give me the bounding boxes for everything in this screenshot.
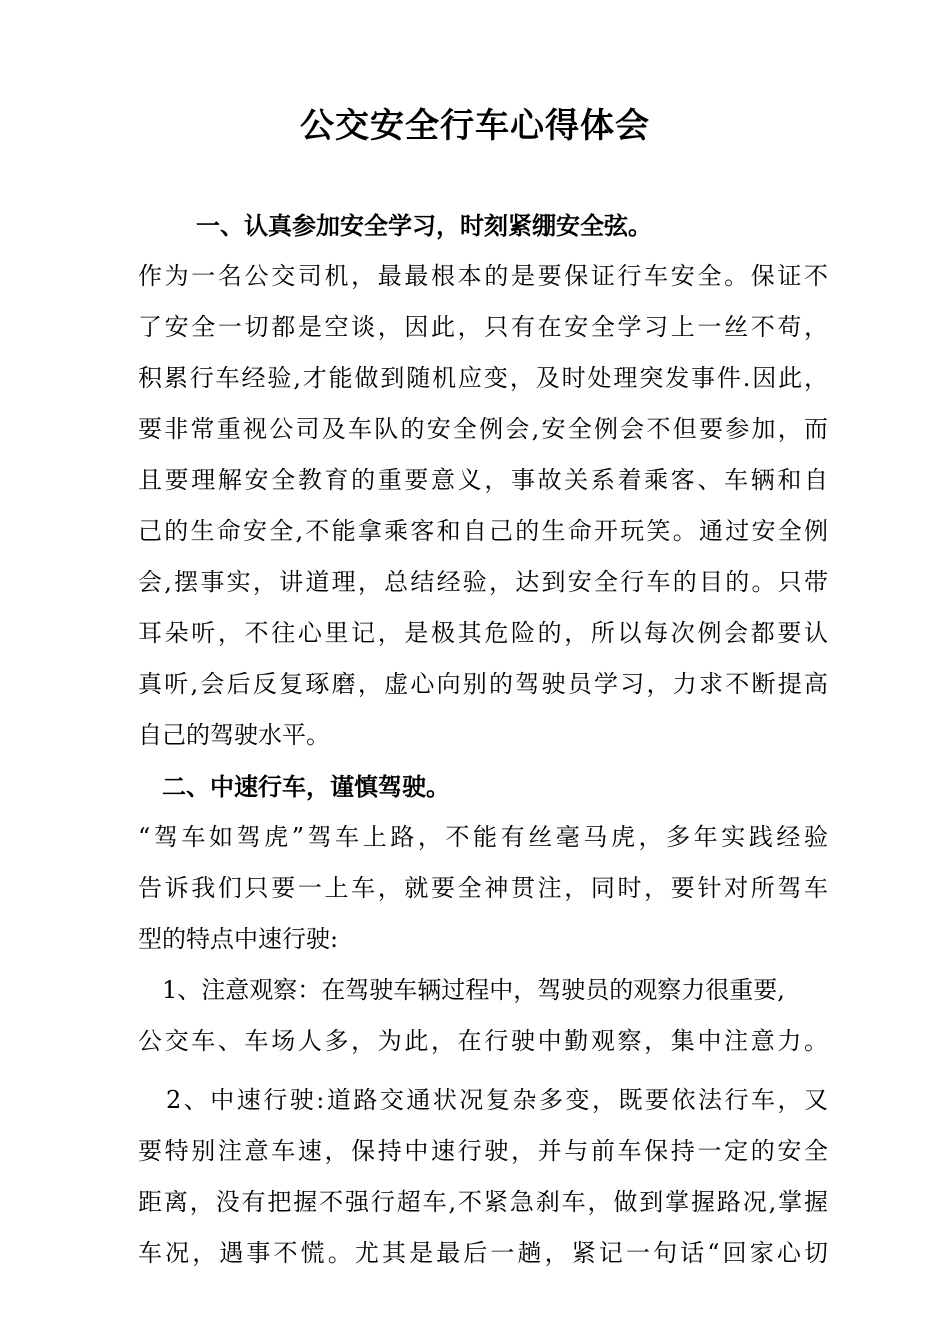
paragraph-gap xyxy=(138,1067,828,1075)
paragraph-line: 且要理解安全教育的重要意义，事故关系着乘客、车辆和自 xyxy=(138,466,828,494)
document-body xyxy=(138,200,828,1279)
list-item-2-line: 2、中速行驶:道路交通状况复杂多变，既要依法行车，又 xyxy=(166,1086,828,1114)
paragraph-line: 耳朵听，不往心里记，是极其危险的，所以每次例会都要认 xyxy=(138,619,828,647)
paragraph-line: 会,摆事实，讲道理，总结经验，达到安全行车的目的。只带 xyxy=(138,568,828,596)
document-title: 公交安全行车心得体会 xyxy=(300,106,650,146)
list-item-1-line: 1、注意观察：在驾驶车辆过程中，驾驶员的观察力很重要, xyxy=(162,976,785,1004)
paragraph-line: “驾车如驾虎”驾车上路，不能有丝毫马虎，多年实践经验 xyxy=(138,823,828,851)
paragraph-line: 了安全一切都是空谈，因此，只有在安全学习上一丝不苟， xyxy=(138,313,828,341)
paragraph-line: 自己的驾驶水平。 xyxy=(138,721,330,749)
list-item-2-line: 车况，遇事不慌。尤其是最后一趟，紧记一句话“回家心切 xyxy=(138,1239,828,1267)
paragraph-line: 告诉我们只要一上车，就要全神贯注，同时，要针对所驾车 xyxy=(138,874,828,902)
paragraph-line: 积累行车经验,才能做到随机应变，及时处理突发事件.因此， xyxy=(138,364,828,392)
section-heading-2: 二、中速行车，谨慎驾驶。 xyxy=(162,772,450,801)
paragraph-line: 要非常重视公司及车队的安全例会,安全例会不但要参加，而 xyxy=(138,415,828,443)
list-item-2-line: 距离，没有把握不强行超车,不紧急刹车，做到掌握路况,掌握 xyxy=(138,1188,828,1216)
section-heading-1: 一、认真参加安全学习，时刻紧绷安全弦。 xyxy=(196,211,652,240)
paragraph-line: 己的生命安全,不能拿乘客和自己的生命开玩笑。通过安全例 xyxy=(138,517,828,545)
list-item-1-line: 公交车、车场人多，为此，在行驶中勤观察，集中注意力。 xyxy=(138,1027,828,1055)
paragraph-line: 型的特点中速行驶: xyxy=(138,925,339,953)
paragraph-line: 真听,会后反复琢磨，虚心向别的驾驶员学习，力求不断提高 xyxy=(138,670,828,698)
paragraph-line: 作为一名公交司机，最最根本的是要保证行车安全。保证不 xyxy=(138,262,828,290)
list-item-2-line: 要特别注意车速，保持中速行驶，并与前车保持一定的安全 xyxy=(138,1137,828,1165)
